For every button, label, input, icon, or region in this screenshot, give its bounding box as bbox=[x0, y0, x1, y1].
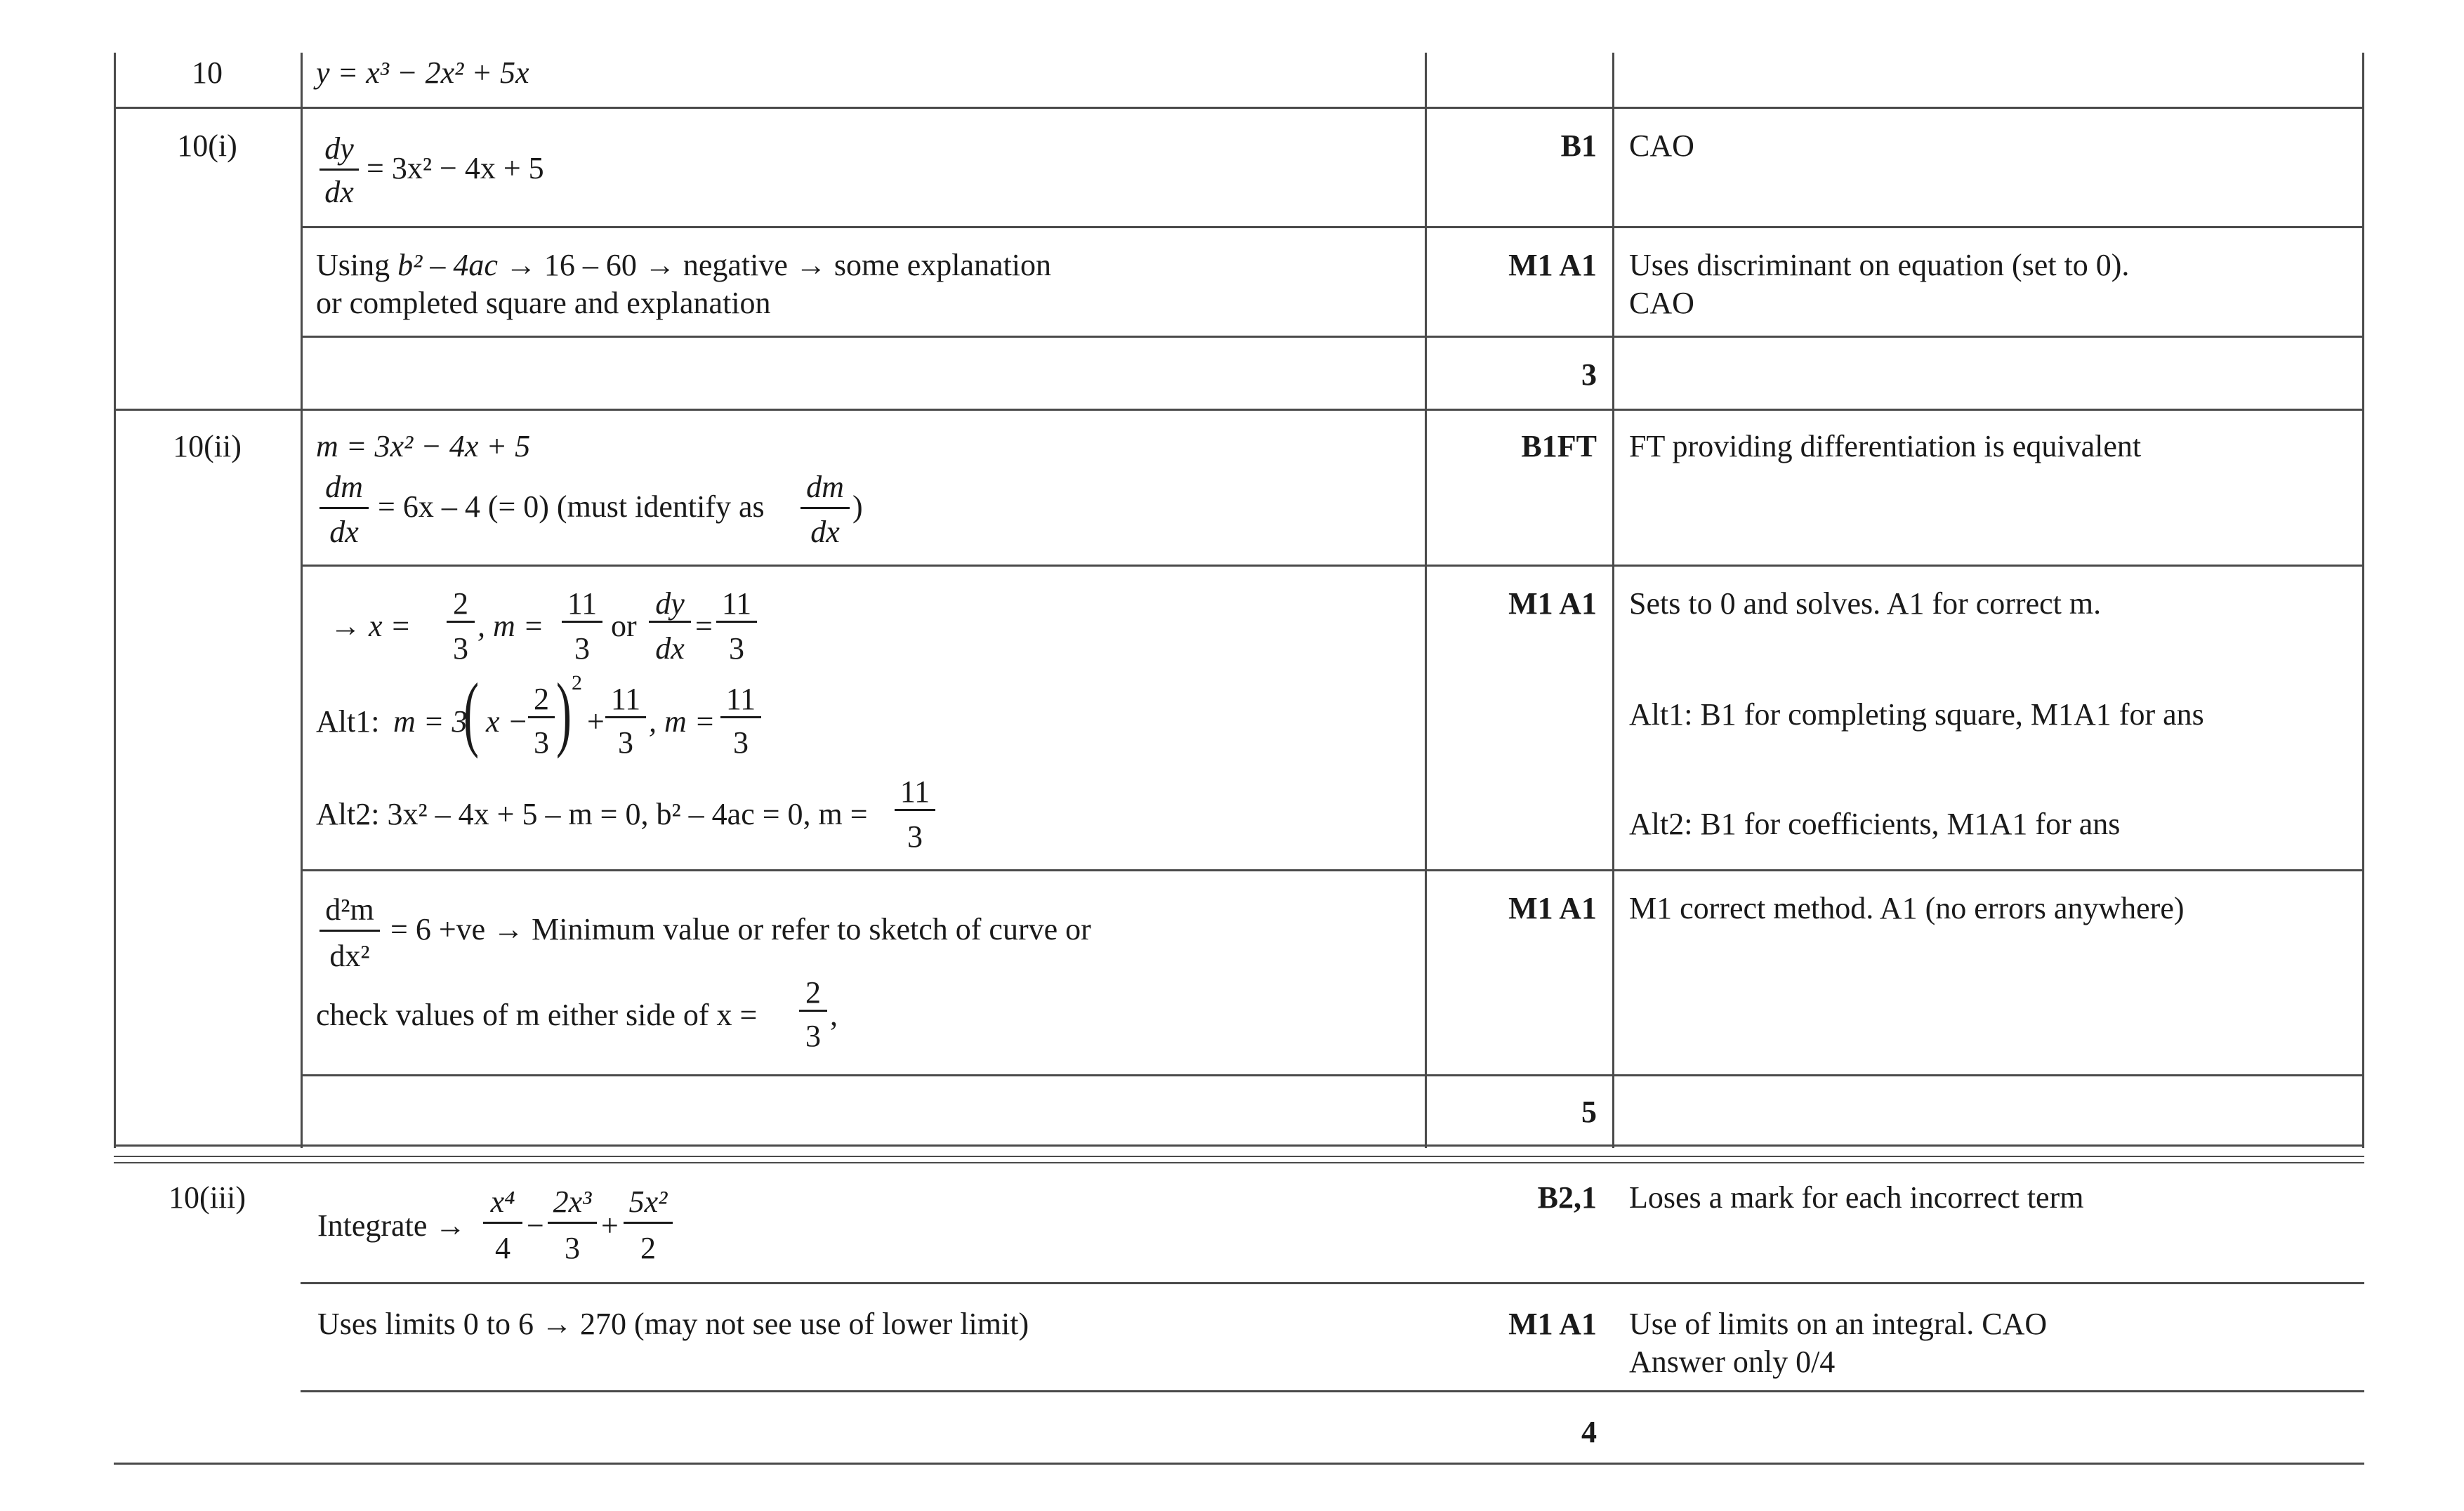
fraction-bar bbox=[801, 507, 850, 509]
fraction-numerator: dy bbox=[324, 131, 354, 166]
fraction-bar bbox=[605, 716, 646, 718]
guidance-text: Use of limits on an integral. CAO bbox=[1629, 1307, 2048, 1341]
fraction-bar bbox=[483, 1222, 522, 1224]
guidance-text: FT providing differentiation is equivalent bbox=[1629, 429, 2142, 463]
open-paren: ( bbox=[463, 666, 479, 759]
fraction-numerator: dm bbox=[806, 470, 844, 504]
mark-code: M1 A1 bbox=[1508, 891, 1597, 925]
alt1-label: Alt1: bbox=[316, 704, 380, 739]
solution-arrow: → x = bbox=[330, 609, 411, 643]
guidance-text: Answer only 0/4 bbox=[1629, 1345, 1836, 1379]
question-label: 10(i) bbox=[177, 128, 237, 163]
discriminant-line-1: Using b² – 4ac → 16 – 60 → negative → some explanation bbox=[316, 248, 1052, 282]
fraction-bar bbox=[548, 1222, 597, 1224]
fraction-numerator: 2 bbox=[534, 682, 549, 716]
fraction-bar bbox=[799, 1010, 827, 1012]
subtotal: 5 bbox=[1581, 1095, 1597, 1129]
exponent: 2 bbox=[572, 671, 582, 694]
guidance-text: Alt1: B1 for completing square, M1A1 for ans bbox=[1629, 697, 2204, 732]
fraction-numerator: 11 bbox=[610, 682, 641, 716]
guidance-text: CAO bbox=[1629, 128, 1694, 163]
fraction-bar bbox=[649, 621, 691, 623]
fraction-denominator: 3 bbox=[805, 1019, 821, 1053]
mark-code: M1 A1 bbox=[1508, 1307, 1597, 1341]
alt1-x: x − bbox=[486, 704, 529, 739]
fraction-bar bbox=[319, 507, 369, 509]
mark-code: M1 A1 bbox=[1508, 248, 1597, 282]
subtotal: 3 bbox=[1581, 357, 1597, 392]
fraction-numerator: 11 bbox=[567, 586, 598, 621]
fraction-denominator: 3 bbox=[618, 725, 633, 760]
fraction-bar bbox=[895, 809, 935, 811]
plus-sign: + bbox=[601, 1208, 619, 1243]
fraction-numerator: 11 bbox=[721, 586, 752, 621]
integrate-label: Integrate → bbox=[317, 1208, 466, 1243]
derivative-rhs: = 3x² − 4x + 5 bbox=[367, 151, 544, 185]
guidance-text: CAO bbox=[1629, 286, 1694, 320]
close-paren: ) bbox=[556, 666, 572, 759]
fraction-denominator: dx bbox=[655, 631, 685, 666]
second-derivative-test: = 6 +ve → Minimum value or refer to sketch of curve or bbox=[390, 912, 1091, 946]
or-word: or bbox=[611, 609, 637, 643]
fraction-denominator: dx² bbox=[329, 939, 370, 973]
fraction-numerator: 2x³ bbox=[553, 1185, 592, 1219]
alt2-equation: Alt2: 3x² – 4x + 5 – m = 0, b² – 4ac = 0, m = bbox=[316, 797, 868, 831]
question-label: 10(ii) bbox=[173, 429, 242, 463]
fraction-numerator: 2 bbox=[453, 586, 468, 621]
fraction-denominator: 3 bbox=[729, 631, 744, 666]
guidance-text: Loses a mark for each incorrect term bbox=[1629, 1180, 2084, 1215]
fraction-denominator: 3 bbox=[453, 631, 468, 666]
guidance-text: Sets to 0 and solves. A1 for correct m. bbox=[1629, 586, 2102, 621]
fraction-numerator: x⁴ bbox=[490, 1185, 515, 1219]
fraction-bar bbox=[716, 621, 757, 623]
fraction-numerator: 11 bbox=[725, 682, 756, 716]
guidance-text: M1 correct method. A1 (no errors anywhere) bbox=[1629, 891, 2185, 925]
equals-sign: = bbox=[695, 609, 713, 643]
m-equals: , m = bbox=[477, 609, 544, 643]
fraction-bar bbox=[319, 930, 380, 932]
fraction-denominator: dx bbox=[810, 515, 840, 549]
fraction-bar bbox=[562, 621, 602, 623]
fraction-denominator: dx bbox=[329, 515, 359, 549]
fraction-bar bbox=[319, 169, 359, 171]
mark-code: B2,1 bbox=[1537, 1180, 1597, 1215]
check-values-text: check values of m either side of x = bbox=[316, 998, 758, 1032]
alt1-m2: , m = bbox=[649, 704, 716, 739]
mark-code: M1 A1 bbox=[1508, 586, 1597, 621]
alt1-m: m = 3 bbox=[393, 704, 468, 739]
fraction-bar bbox=[720, 716, 761, 718]
fraction-numerator: dy bbox=[655, 586, 685, 621]
fraction-denominator: 3 bbox=[907, 819, 923, 854]
fraction-numerator: 5x² bbox=[628, 1185, 668, 1219]
subtotal: 4 bbox=[1581, 1415, 1597, 1449]
fraction-numerator: dm bbox=[325, 470, 363, 504]
gradient-equation: m = 3x² − 4x + 5 bbox=[316, 429, 531, 463]
fraction-numerator: d²m bbox=[325, 892, 374, 927]
fraction-bar bbox=[447, 621, 475, 623]
mark-code: B1 bbox=[1560, 128, 1597, 163]
fraction-bar bbox=[624, 1222, 673, 1224]
fraction-denominator: 3 bbox=[534, 725, 549, 760]
fraction-numerator: 11 bbox=[900, 774, 930, 809]
second-derivative-rhs: = 6x – 4 (= 0) (must identify as bbox=[378, 489, 765, 524]
fraction-denominator: 4 bbox=[495, 1231, 510, 1265]
fraction-bar bbox=[528, 716, 555, 718]
comma: , bbox=[830, 998, 838, 1032]
given-equation: y = x³ − 2x² + 5x bbox=[316, 55, 529, 90]
minus-sign: − bbox=[527, 1208, 544, 1243]
fraction-denominator: 3 bbox=[565, 1231, 580, 1265]
fraction-denominator: dx bbox=[324, 175, 354, 209]
question-label: 10(iii) bbox=[169, 1180, 246, 1215]
mark-code: B1FT bbox=[1521, 429, 1597, 463]
fraction-denominator: 3 bbox=[733, 725, 749, 760]
discriminant-line-2: or completed square and explanation bbox=[316, 286, 771, 320]
close-paren: ) bbox=[852, 489, 863, 524]
fraction-denominator: 2 bbox=[640, 1231, 656, 1265]
fraction-numerator: 2 bbox=[805, 975, 821, 1010]
fraction-denominator: 3 bbox=[574, 631, 590, 666]
plus-sign: + bbox=[587, 704, 605, 739]
guidance-text: Uses discriminant on equation (set to 0). bbox=[1629, 248, 2130, 282]
guidance-text: Alt2: B1 for coefficients, M1A1 for ans bbox=[1629, 807, 2121, 841]
question-label: 10 bbox=[192, 55, 223, 90]
limits-text: Uses limits 0 to 6 → 270 (may not see use of lower limit) bbox=[317, 1307, 1029, 1341]
